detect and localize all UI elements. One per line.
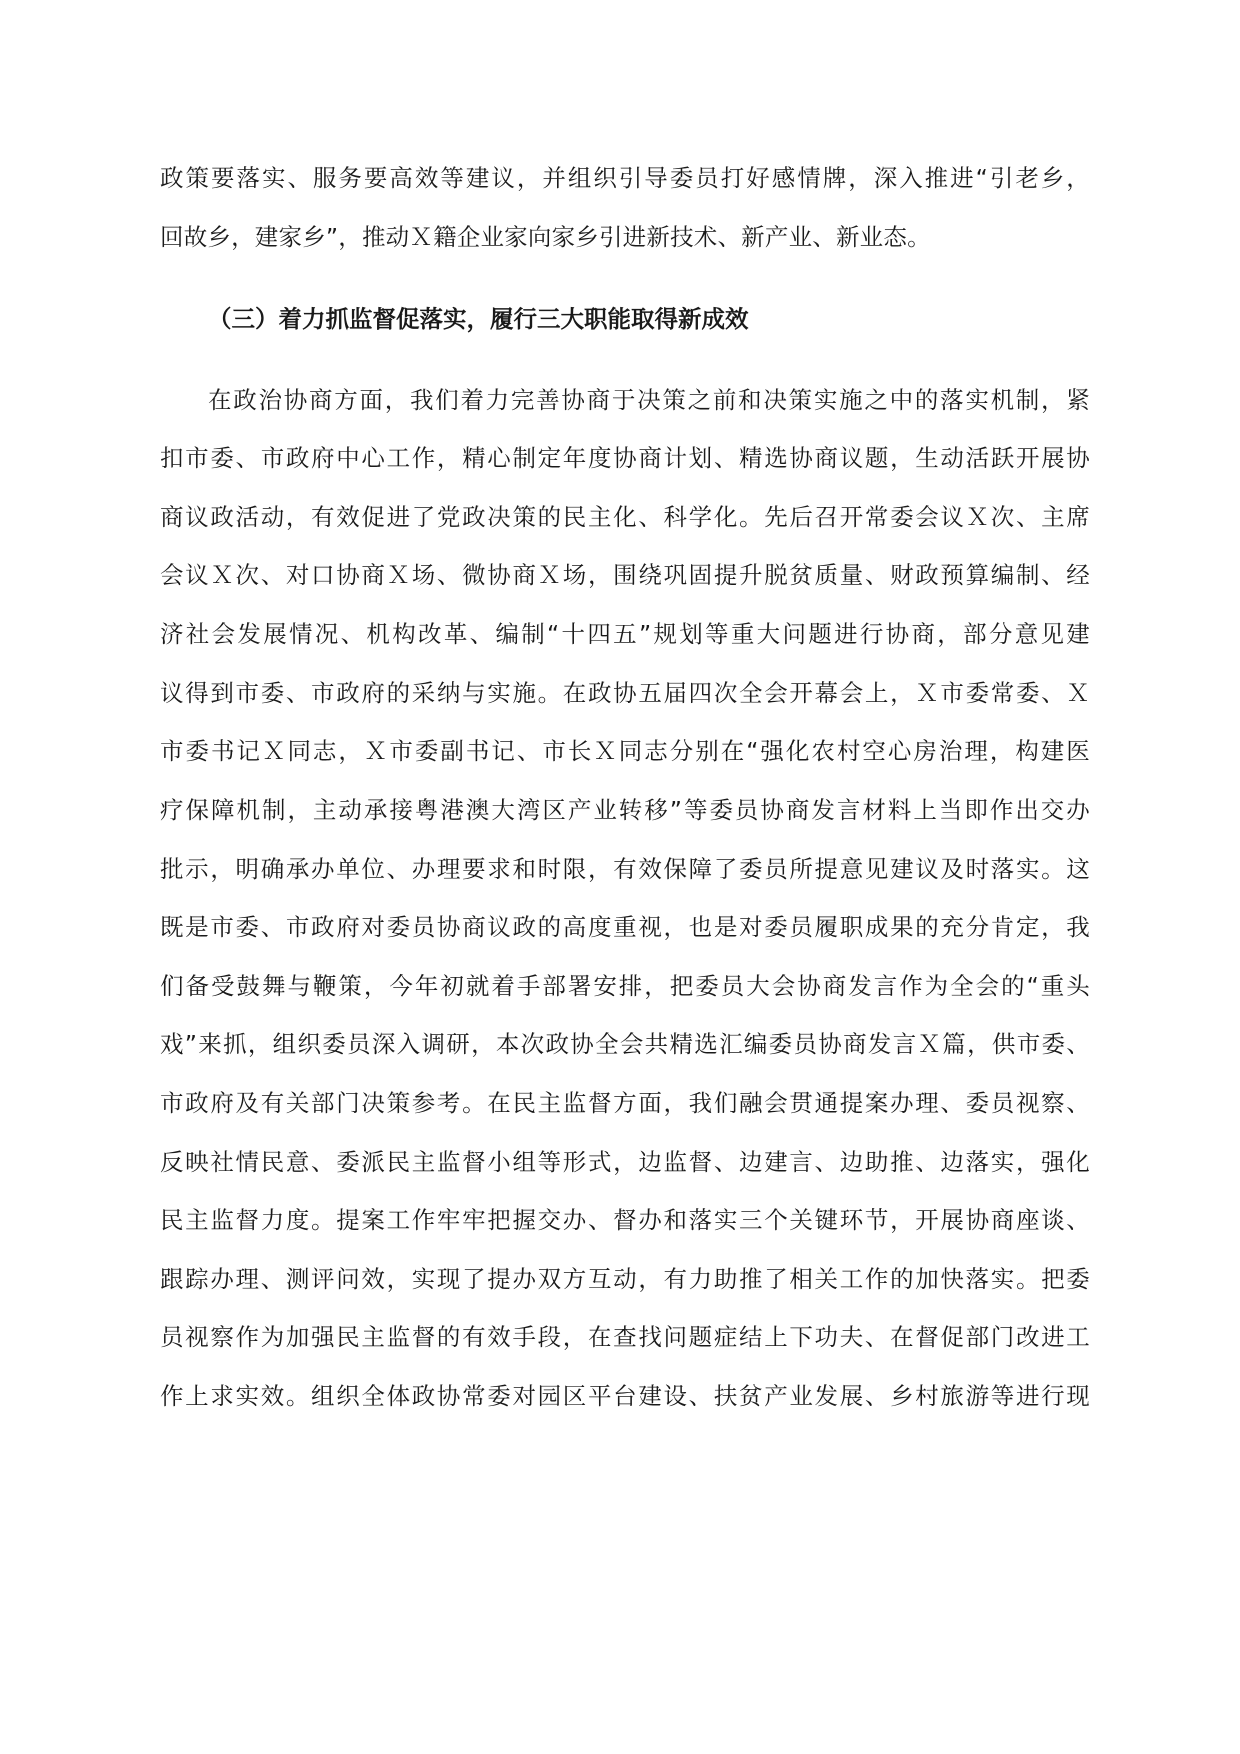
body-text-line: 既是市委、市政府对委员协商议政的高度重视，也是对委员履职成果的充分肯定，我 xyxy=(160,913,1090,941)
body-text-line: 批示，明确承办单位、办理要求和时限，有效保障了委员所提意见建议及时落实。这 xyxy=(160,855,1090,883)
body-text-line: 政策要落实、服务要高效等建议，并组织引导委员打好感情牌，深入推进“引老乡， xyxy=(160,164,1090,192)
body-text-line: 们备受鼓舞与鞭策，今年初就着手部署安排，把委员大会协商发言作为全会的“重头 xyxy=(160,972,1090,1000)
section-heading: （三）着力抓监督促落实，履行三大职能取得新成效 xyxy=(208,305,749,333)
body-text-line: 济社会发展情况、机构改革、编制“十四五”规划等重大问题进行协商，部分意见建 xyxy=(160,620,1090,648)
body-text-line: 作上求实效。组织全体政协常委对园区平台建设、扶贫产业发展、乡村旅游等进行现 xyxy=(160,1382,1090,1410)
body-text-line: 员视察作为加强民主监督的有效手段，在查找问题症结上下功夫、在督促部门改进工 xyxy=(160,1323,1090,1351)
body-text-line: 戏”来抓，组织委员深入调研，本次政协全会共精选汇编委员协商发言Ｘ篇，供市委、 xyxy=(160,1030,1090,1058)
body-text-line: 扣市委、市政府中心工作，精心制定年度协商计划、精选协商议题，生动活跃开展协 xyxy=(160,444,1090,472)
body-text-line: 民主监督力度。提案工作牢牢把握交办、督办和落实三个关键环节，开展协商座谈、 xyxy=(160,1206,1090,1234)
body-text-line: 市委书记Ｘ同志，Ｘ市委副书记、市长Ｘ同志分别在“强化农村空心房治理，构建医 xyxy=(160,737,1090,765)
paragraph-first-line: 在政治协商方面，我们着力完善协商于决策之前和决策实施之中的落实机制，紧 xyxy=(208,386,1090,414)
body-text-line: 回故乡，建家乡”，推动Ｘ籍企业家向家乡引进新技术、新产业、新业态。 xyxy=(160,223,931,251)
body-text-line: 会议Ｘ次、对口协商Ｘ场、微协商Ｘ场，围绕巩固提升脱贫质量、财政预算编制、经 xyxy=(160,561,1090,589)
body-text-line: 市政府及有关部门决策参考。在民主监督方面，我们融会贯通提案办理、委员视察、 xyxy=(160,1089,1090,1117)
body-text-line: 商议政活动，有效促进了党政决策的民主化、科学化。先后召开常委会议Ｘ次、主席 xyxy=(160,503,1090,531)
body-text-line: 疗保障机制，主动承接粤港澳大湾区产业转移”等委员协商发言材料上当即作出交办 xyxy=(160,796,1090,824)
body-text-line: 议得到市委、市政府的采纳与实施。在政协五届四次全会开幕会上，Ｘ市委常委、Ｘ xyxy=(160,679,1090,707)
body-text-line: 反映社情民意、委派民主监督小组等形式，边监督、边建言、边助推、边落实，强化 xyxy=(160,1148,1090,1176)
body-text-line: 跟踪办理、测评问效，实现了提办双方互动，有力助推了相关工作的加快落实。把委 xyxy=(160,1265,1090,1293)
